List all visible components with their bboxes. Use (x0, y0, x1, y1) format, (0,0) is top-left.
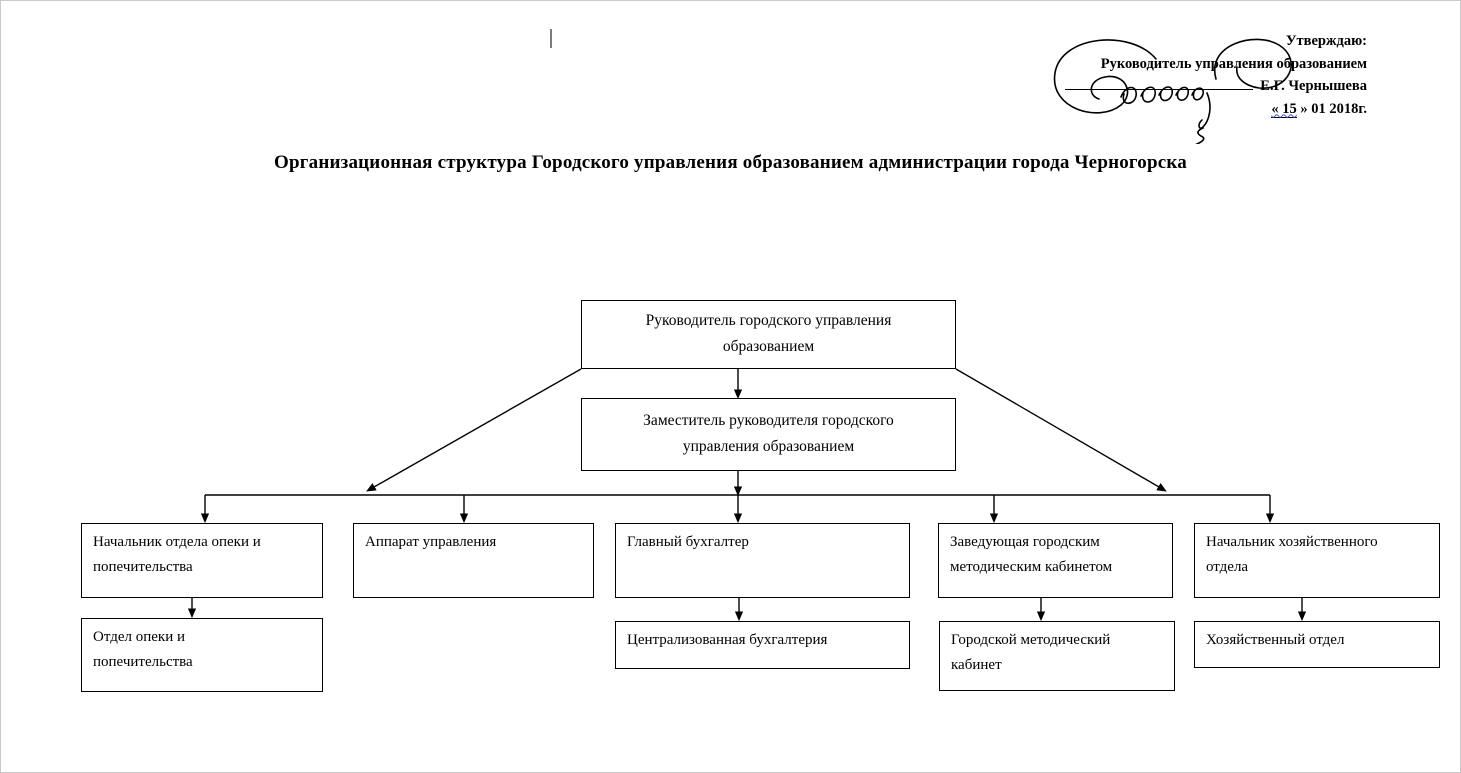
org-node-unit-method-office-label: Городской методический кабинет (951, 632, 1111, 673)
org-node-head-method-office (938, 523, 1173, 598)
connector-root-diagonal-right (956, 369, 1159, 487)
org-node-unit-accounting (615, 621, 910, 669)
org-node-deputy (581, 398, 956, 471)
approval-block (1001, 30, 1367, 120)
org-node-head-maintenance (1194, 523, 1440, 598)
connector-root-diagonal-left (374, 369, 581, 487)
approval-position-line: Руководитель управления образованием (1100, 55, 1367, 72)
org-node-head-custody-label: Начальник отдела опеки и попечительства (93, 534, 261, 575)
org-node-head-accountant (615, 523, 910, 598)
org-node-deputy-label: Заместитель руководителя городского управления образованием (643, 412, 894, 455)
org-node-root (581, 300, 956, 369)
signature-line (1065, 76, 1253, 90)
org-node-head-administration (353, 523, 594, 598)
org-node-unit-maintenance (1194, 621, 1440, 668)
text-cursor-mark (550, 29, 552, 48)
approval-date-rest: » 01 2018г. (1296, 100, 1367, 117)
org-node-root-label: Руководитель городского управления образованием (645, 312, 892, 355)
approval-date-day: « 15 (1271, 100, 1297, 117)
org-node-unit-custody-label: Отдел опеки и попечительства (93, 629, 193, 670)
org-node-head-administration-label: Аппарат управления (365, 534, 497, 550)
approval-signatory-name: Е.Г. Чернышева (1260, 78, 1367, 94)
approval-approve-line: Утверждаю: (1285, 33, 1367, 49)
org-node-unit-accounting-label: Централизованная бухгалтерия (627, 632, 828, 648)
org-node-head-accountant-label: Главный бухгалтер (627, 534, 749, 550)
org-node-head-method-office-label: Заведующая городским методическим кабинетом (950, 534, 1113, 575)
page-title: Организационная структура Городского управления образованием администрации города Черногорска (274, 152, 1187, 173)
org-node-head-maintenance-label: Начальник хозяйственного отдела (1206, 534, 1378, 575)
org-node-unit-method-office (939, 621, 1175, 691)
org-node-unit-custody (81, 618, 323, 692)
approval-signature-row (1001, 75, 1367, 98)
org-node-head-custody (81, 523, 323, 598)
org-node-unit-maintenance-label: Хозяйственный отдел (1206, 632, 1345, 648)
approval-date-row (1001, 98, 1367, 121)
